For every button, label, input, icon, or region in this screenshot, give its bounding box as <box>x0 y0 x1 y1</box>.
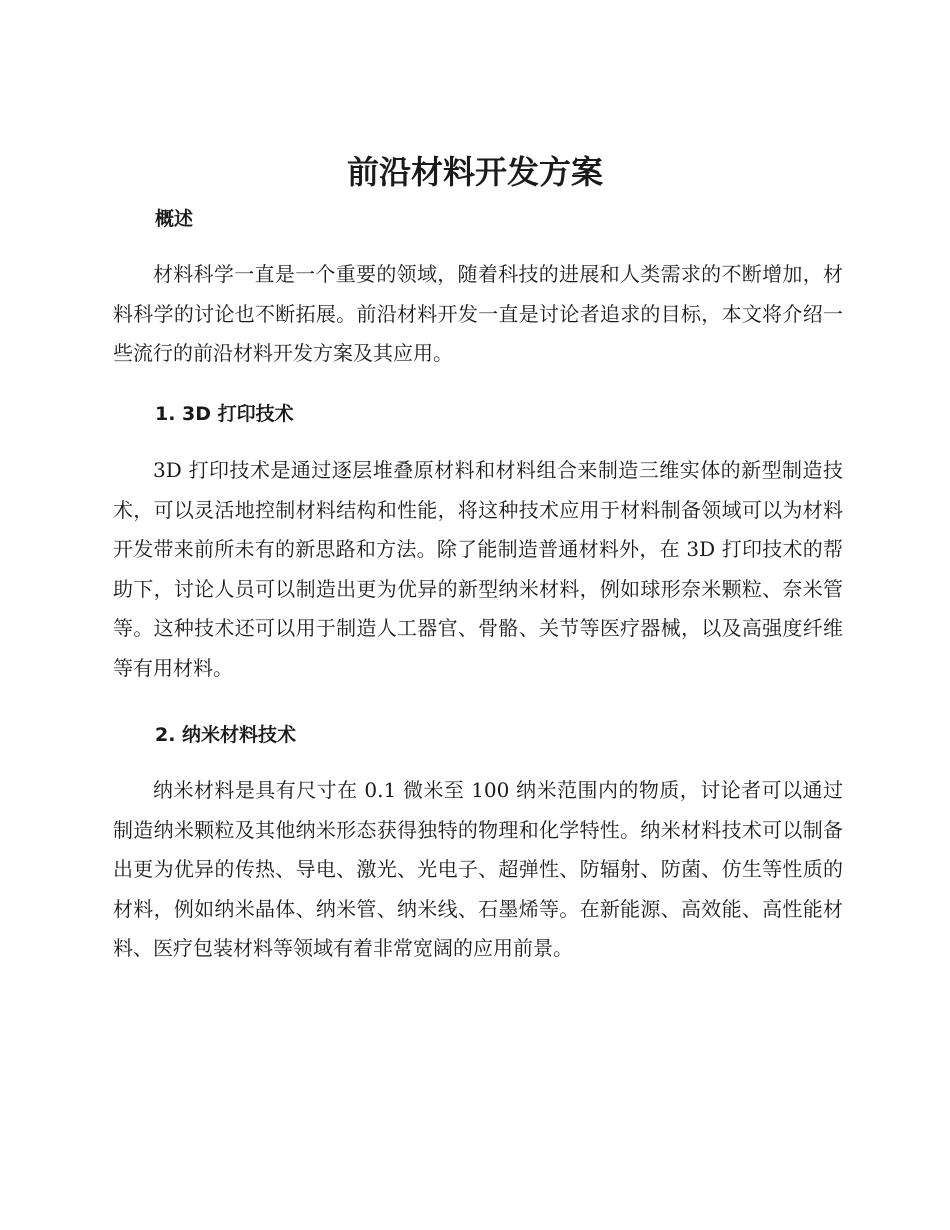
section-heading-nanomaterials: 2. 纳米材料技术 <box>155 724 297 746</box>
document-title: 前沿材料开发方案 <box>346 153 603 191</box>
section-paragraph-3d-printing: 3D 打印技术是通过逐层堆叠原材料和材料组合来制造三维实体的新型制造技术，可以灵活地控制材料结构和性能，将这种技术应用于材料制备领域可以为材料开发带来前所未有的新思路和方法。除了能制造普通材料外，在 3D 打印技术的帮助下，讨论人员可以制造出更为优异的新型纳米材料，例如球形奈米颗粒、奈米管等。这种技术还可以用于制造人工器官、骨骼、关节等医疗器械，以及高强度纤维等有用材料。 <box>113 458 843 680</box>
section-paragraph-nanomaterials: 纳米材料是具有尺寸在 0.1 微米至 100 纳米范围内的物质，讨论者可以通过制造纳米颗粒及其他纳米形态获得独特的物理和化学特性。纳米材料技术可以制备出更为优异的传热、导电、激光、光电子、超弹性、防辐射、防菌、仿生等性质的材料，例如纳米晶体、纳米管、纳米线、石墨烯等。在新能源、高效能、高性能材料、医疗包装材料等领域有着非常宽阔的应用前景。 <box>113 778 843 960</box>
section-heading-overview: 概述 <box>155 208 194 230</box>
section-heading-3d-printing: 1. 3D 打印技术 <box>155 403 294 425</box>
section-paragraph-overview: 材料科学一直是一个重要的领域，随着科技的进展和人类需求的不断增加，材料科学的讨论也不断拓展。前沿材料开发一直是讨论者追求的目标，本文将介绍一些流行的前沿材料开发方案及其应用。 <box>113 262 843 365</box>
